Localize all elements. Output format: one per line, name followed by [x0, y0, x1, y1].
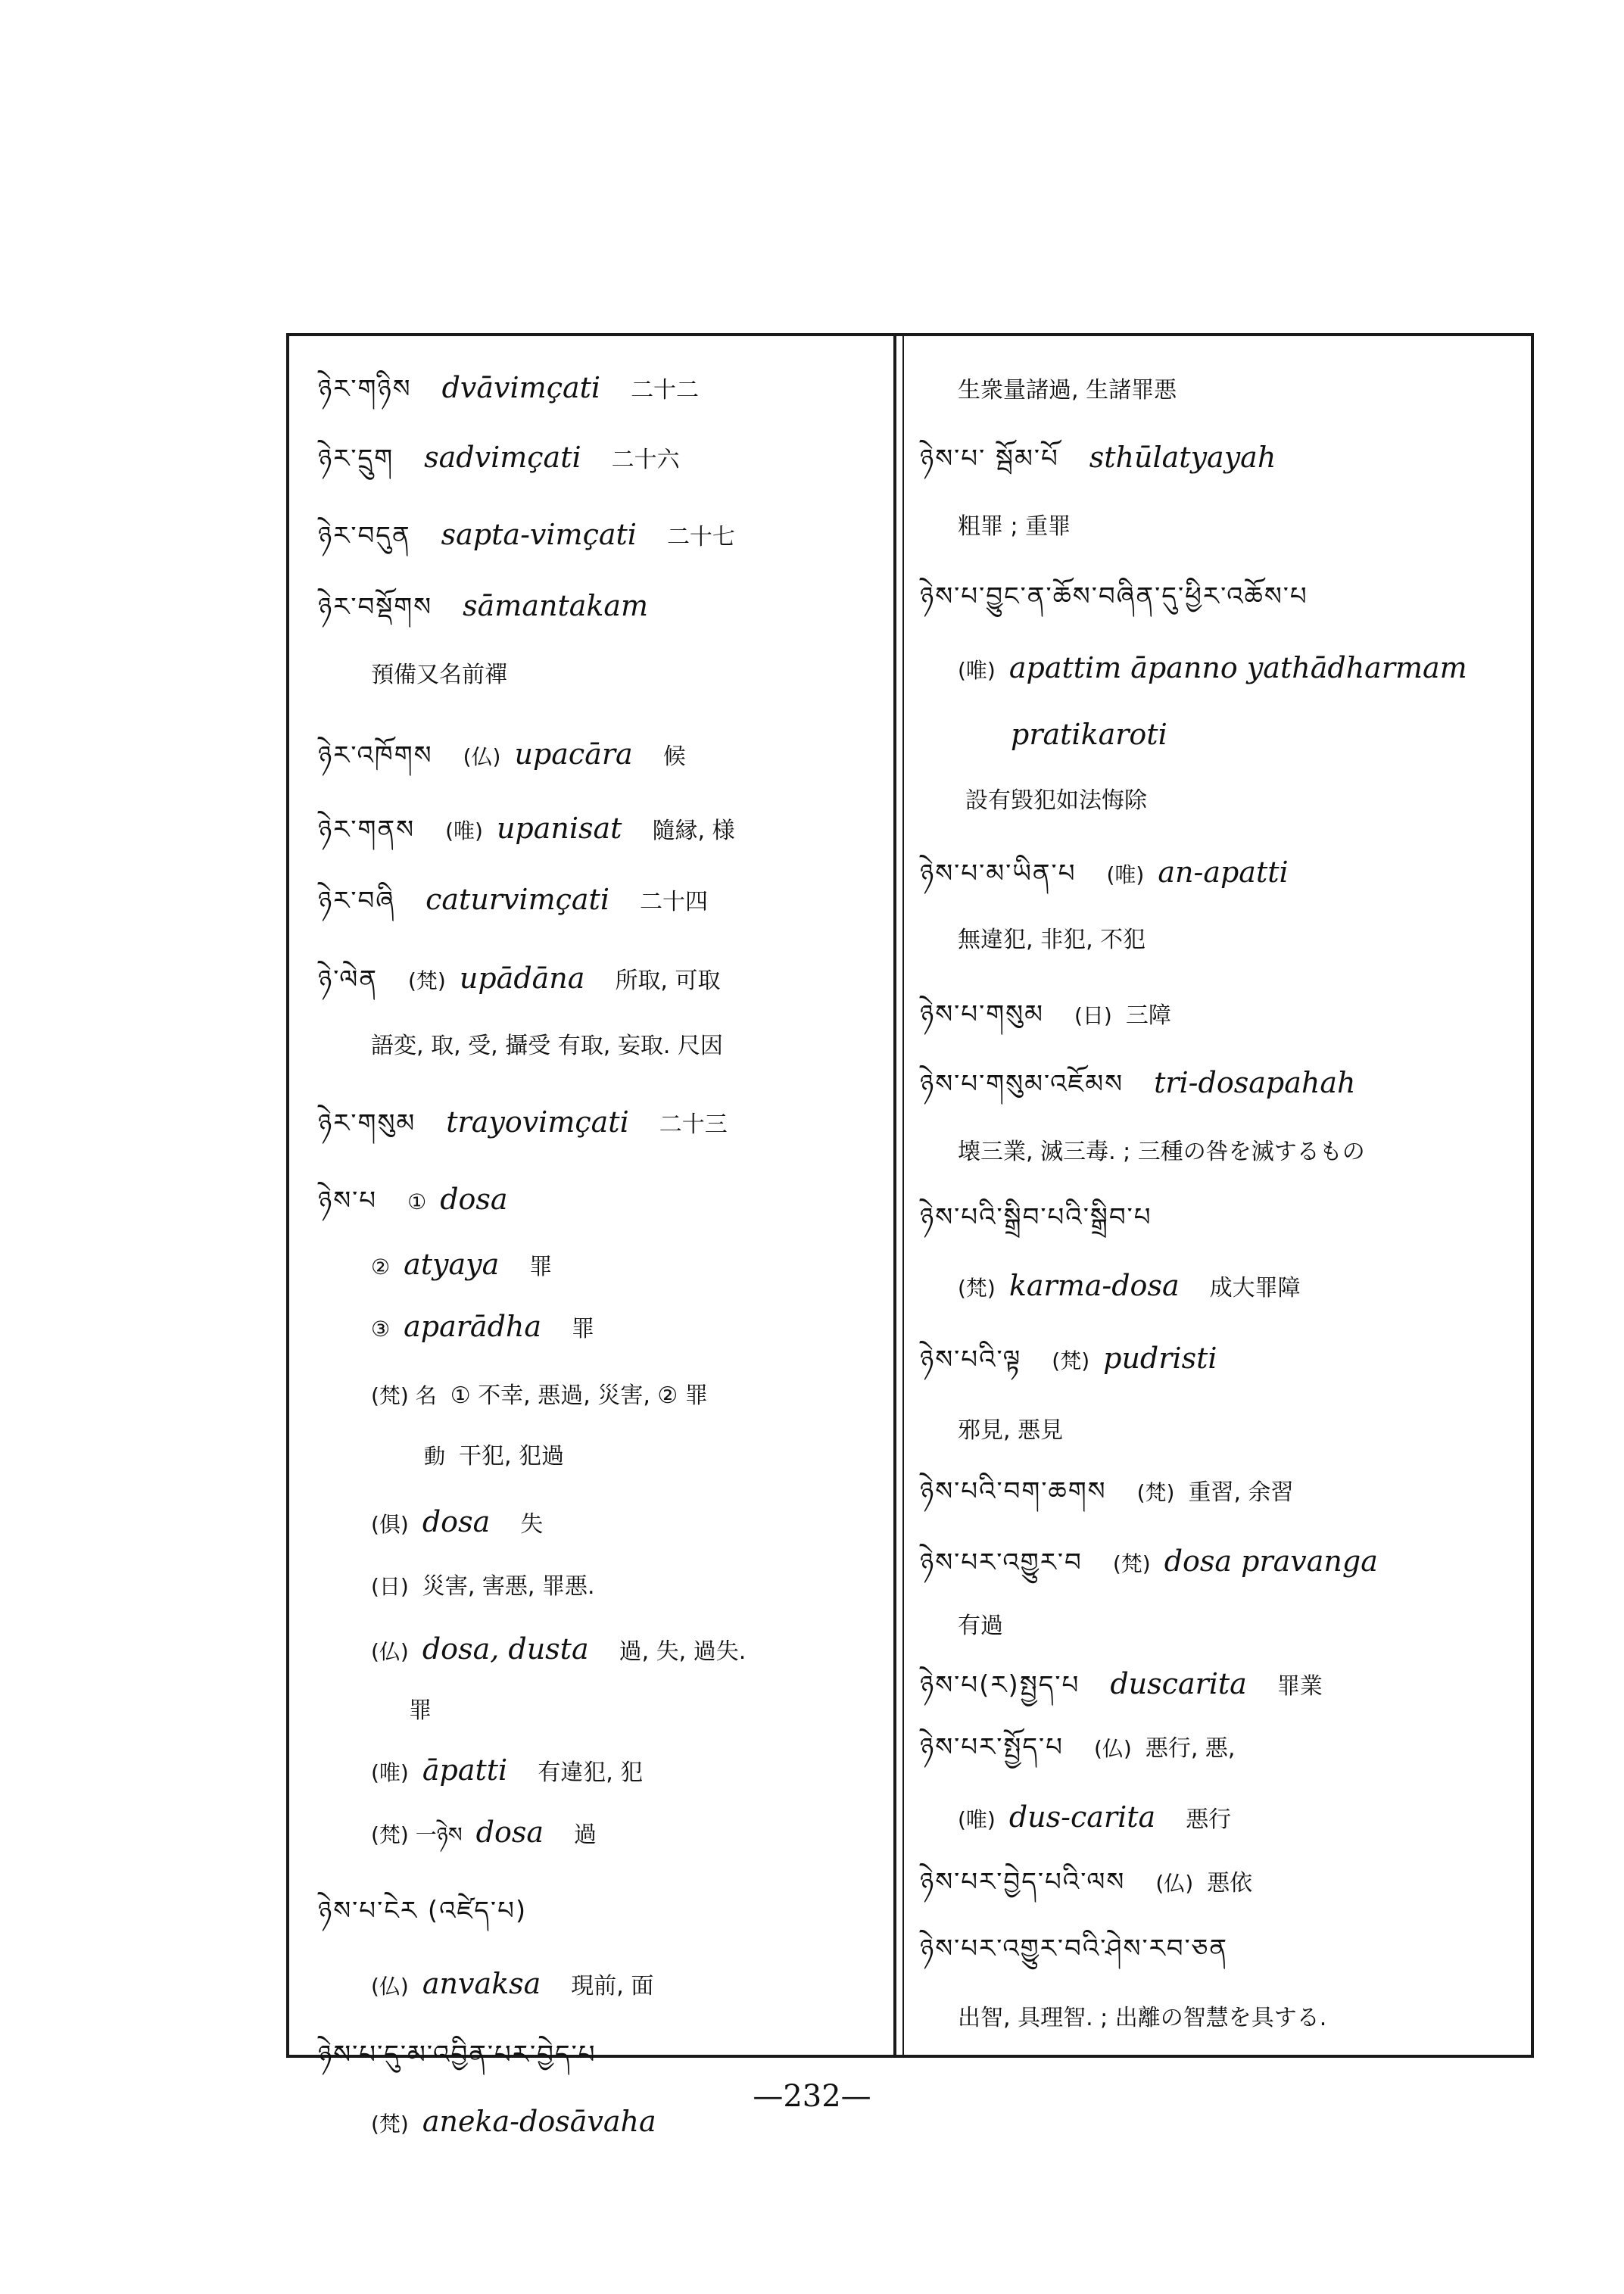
gloss-text: 語変, 取, 受, 攝受 有取, 妄取. 尺因 — [371, 1033, 723, 1059]
entry-line — [958, 507, 1071, 544]
source-marker: ③ — [371, 1317, 391, 1342]
entry-line — [424, 1437, 564, 1473]
sanskrit-term: upādāna — [459, 962, 585, 995]
sanskrit-term: upanisat — [496, 812, 622, 845]
gloss-text: 設有毀犯如法悔除 — [965, 787, 1147, 814]
gloss-text: 重習, 余習 — [1188, 1479, 1294, 1506]
gloss-text: 災害, 害悪, 罪悪. — [422, 1573, 595, 1600]
source-marker: (梵) 一ཉེས — [371, 1822, 463, 1847]
source-marker: (日) — [1074, 1003, 1112, 1028]
gloss-text: 干犯, 犯過 — [459, 1443, 565, 1470]
gloss-text: 罪業 — [1276, 1673, 1323, 1700]
source-marker: (唯) — [1106, 862, 1145, 887]
gloss-text: 二十四 — [639, 889, 708, 915]
tibetan-headword: ཉེས་པ་ངེར (འཛེད་པ) — [318, 1896, 528, 1926]
tibetan-headword: ཉེས་པར་བྱེད་པའི་ལས — [920, 1867, 1126, 1897]
tibetan-headword: ཉེར་གཉིས — [318, 374, 412, 404]
sanskrit-term: sāmantakam — [463, 589, 649, 622]
entry-line — [920, 1667, 1323, 1703]
entry-line — [371, 1816, 597, 1852]
gloss-text: 無違犯, 非犯, 不犯 — [958, 927, 1146, 953]
sanskrit-term: aparādha — [404, 1310, 542, 1343]
sanskrit-term: pudristi — [1103, 1342, 1217, 1375]
entry-line — [958, 1999, 1326, 2035]
column-divider — [893, 333, 896, 2058]
gloss-text: ① 不幸, 悪過, 災害, ② 罪 — [450, 1382, 708, 1409]
source-marker: (俱) — [371, 1512, 409, 1537]
gloss-text: 過 — [574, 1822, 597, 1848]
entry-line — [958, 921, 1146, 957]
entry-line — [920, 1199, 1183, 1236]
tibetan-headword: ཉེར་བདུན — [318, 521, 411, 551]
sanskrit-term: dosa pravanga — [1164, 1544, 1378, 1578]
entry-line — [371, 656, 507, 692]
entry-line — [371, 1753, 643, 1790]
gloss-text: 有過 — [958, 1613, 1003, 1639]
sanskrit-term: sadvimçati — [424, 441, 581, 474]
entry-line — [920, 1729, 1235, 1766]
sanskrit-term: an-apatti — [1158, 856, 1289, 889]
entry-line — [371, 1967, 653, 2003]
gloss-text: 悪依 — [1207, 1870, 1253, 1897]
gloss-text: 二十七 — [666, 524, 735, 550]
entry-line — [958, 1411, 1063, 1448]
gloss-text: 三障 — [1125, 1002, 1171, 1029]
gloss-text: 罪 — [529, 1254, 553, 1280]
entry-line — [318, 518, 735, 554]
entry-line — [371, 1248, 552, 1284]
entry-line — [318, 962, 721, 998]
gloss-text: 出智, 具理智. ; 出離の智慧を具する. — [958, 2005, 1327, 2031]
sanskrit-term: anvaksa — [422, 1967, 541, 2000]
tibetan-headword: ཉེས་པ — [318, 1186, 378, 1216]
source-marker: (梵) — [408, 968, 446, 993]
sanskrit-term: aneka-dosāvaha — [422, 2105, 656, 2138]
sanskrit-term: dosa — [475, 1816, 544, 1849]
source-marker: (梵) — [1052, 1348, 1090, 1373]
source-marker: (仏) — [371, 1639, 409, 1664]
gloss-text: 生衆量諸過, 生諸罪悪 — [958, 377, 1177, 404]
sanskrit-term: sapta-vimçati — [441, 518, 637, 551]
entry-line — [958, 1800, 1231, 1837]
source-marker: (仏) — [1155, 1871, 1194, 1896]
entry-line — [920, 1864, 1252, 1900]
tibetan-headword: ཉེས་པའི་ལྟ — [920, 1345, 1022, 1375]
source-marker: (梵) — [1112, 1551, 1151, 1576]
source-marker: (日) — [371, 1574, 409, 1599]
sanskrit-term: āpatti — [422, 1753, 508, 1787]
source-marker: (梵) — [958, 1276, 996, 1301]
entry-line — [920, 1473, 1294, 1510]
entry-line — [318, 441, 680, 477]
entry-line — [958, 1607, 1003, 1643]
sanskrit-term: dosa — [440, 1183, 508, 1216]
entry-line — [371, 1310, 594, 1346]
entry-line — [920, 996, 1171, 1033]
tibetan-headword: ཉེས་པའི་བག་ཆགས — [920, 1476, 1107, 1507]
source-marker: (梵) — [1136, 1480, 1175, 1505]
source-marker: (仏) — [1093, 1736, 1132, 1761]
gloss-text: 邪見, 悪見 — [958, 1417, 1064, 1444]
tibetan-headword: ཉེར་བསྡོགས — [318, 592, 433, 622]
entry-line — [318, 2037, 627, 2073]
tibetan-headword: ཉེར་དྲུག — [318, 444, 394, 474]
tibetan-headword: ཉེས་པར་འགྱུར་བའི་ཤེས་རབ་ཅན — [920, 1934, 1229, 1964]
entry-line — [958, 371, 1177, 407]
sanskrit-term: duscarita — [1110, 1667, 1247, 1700]
gloss-text: 粗罪 ; 重罪 — [958, 513, 1071, 540]
gloss-text: 壊三業, 滅三毒. ; 三種の咎を滅するもの — [958, 1139, 1365, 1165]
tibetan-headword: ཉེས་པར་འགྱུར་བ — [920, 1548, 1083, 1578]
source-marker: (梵) — [371, 2112, 409, 2137]
entry-line — [409, 1691, 432, 1728]
entry-line — [1011, 718, 1198, 754]
entry-line — [958, 1133, 1365, 1169]
entry-line — [958, 651, 1498, 687]
sanskrit-term: tri-dosapahah — [1154, 1066, 1356, 1099]
gloss-text: 二十二 — [631, 377, 700, 404]
sanskrit-term: trayovimçati — [446, 1105, 629, 1139]
sanskrit-term: sthūlatyayah — [1089, 441, 1276, 474]
tibetan-headword: ཉེས་པ་ སྦོམ་པོ — [920, 444, 1059, 474]
gloss-text: 隨縁, 様 — [652, 818, 735, 844]
entry-line — [920, 1066, 1386, 1102]
gloss-text: 罪 — [572, 1316, 595, 1342]
gloss-text: 悪行 — [1186, 1806, 1232, 1833]
source-marker: ① — [407, 1189, 427, 1214]
entry-line — [920, 1544, 1408, 1581]
sanskrit-term: upacāra — [514, 737, 633, 771]
page-number: —232— — [753, 2079, 871, 2114]
entry-line — [920, 578, 1339, 615]
entry-line — [958, 1269, 1301, 1305]
entry-line — [920, 441, 1306, 477]
tibetan-headword: ཉེས་པ་གསུམ་འཇོམས — [920, 1069, 1124, 1099]
sanskrit-term: atyaya — [404, 1248, 500, 1281]
tibetan-headword: ཉེར་བཞི — [318, 886, 396, 916]
entry-line — [318, 1183, 538, 1219]
column-divider-inner — [902, 333, 904, 2058]
source-marker: ② — [371, 1255, 391, 1279]
entry-line — [371, 1567, 595, 1604]
entry-line — [965, 781, 1147, 818]
gloss-text: 預備又名前禪 — [371, 662, 507, 688]
source-marker: (唯) — [958, 1807, 996, 1832]
sanskrit-term: karma-dosa — [1008, 1269, 1180, 1302]
gloss-text: 失 — [520, 1511, 544, 1538]
entry-line — [371, 1632, 746, 1669]
gloss-text: 罪 — [409, 1697, 432, 1724]
source-marker: (唯) — [445, 818, 483, 843]
source-marker: (梵) 名 — [371, 1383, 437, 1408]
sanskrit-term: dosa — [422, 1505, 491, 1538]
sanskrit-term: apattim āpanno yathādharmam — [1008, 651, 1467, 684]
entry-line — [318, 812, 735, 848]
entry-line — [920, 1931, 1258, 1967]
tibetan-headword: ཉེས་པ(ར)སྤྱད་པ — [920, 1670, 1080, 1700]
tibetan-headword: ཉེས་པ་མ་ཡིན་པ — [920, 859, 1077, 889]
gloss-text: 二十六 — [611, 447, 680, 473]
source-marker: 動 — [424, 1444, 446, 1469]
source-marker: (仏) — [463, 744, 501, 769]
tibetan-headword: ཉེས་པ་བྱུང་ན་ཆོས་བཞིན་དུ་ཕྱིར་འཆོས་པ — [920, 581, 1308, 612]
tibetan-headword: ཉེས་པར་སྤྱོད་པ — [920, 1732, 1064, 1763]
gloss-text: 過, 失, 過失. — [619, 1638, 747, 1665]
gloss-text: 現前, 面 — [571, 1973, 654, 1999]
entry-line — [318, 883, 708, 919]
gloss-text: 候 — [662, 743, 686, 770]
entry-line — [371, 1376, 708, 1413]
source-marker: (唯) — [958, 658, 996, 683]
gloss-text: 成大罪障 — [1209, 1275, 1301, 1301]
tibetan-headword: ཉེར་གསུམ — [318, 1108, 416, 1139]
gloss-text: 有違犯, 犯 — [538, 1759, 644, 1786]
sanskrit-term: caturvimçati — [425, 883, 609, 916]
gloss-text: 所取, 可取 — [615, 968, 721, 994]
sanskrit-term: dus-carita — [1008, 1800, 1156, 1834]
entry-line — [371, 1027, 723, 1063]
entry-line — [318, 1893, 557, 1929]
gloss-text: 悪行, 悪, — [1145, 1735, 1236, 1762]
tibetan-headword: ཉེ་ལེན — [318, 965, 378, 995]
entry-line — [318, 589, 678, 625]
entry-line — [920, 1342, 1248, 1378]
entry-line — [318, 737, 686, 774]
source-marker: (仏) — [371, 1974, 409, 1999]
sanskrit-term: dvāvimçati — [441, 371, 601, 404]
entry-line — [920, 856, 1319, 892]
entry-line — [318, 1105, 728, 1142]
source-marker: (唯) — [371, 1760, 409, 1785]
tibetan-headword: ཉེས་པ་གསུམ — [920, 999, 1044, 1030]
tibetan-headword: ཉེས་པའི་སྒྲིབ་པའི་སྒྲིབ་པ — [920, 1202, 1152, 1233]
entry-line — [318, 371, 699, 407]
tibetan-headword: ཉེར་འཁོགས — [318, 740, 433, 771]
gloss-text: 二十三 — [659, 1111, 728, 1138]
entry-line — [371, 1505, 543, 1541]
tibetan-headword: ཉེར་གནས — [318, 815, 416, 845]
tibetan-headword: ཉེས་པ་དུ་མ་འབྱིན་པར་བྱེད་པ — [318, 2040, 597, 2070]
sanskrit-term: dosa, dusta — [422, 1632, 589, 1666]
sanskrit-term: pratikaroti — [1011, 718, 1167, 751]
